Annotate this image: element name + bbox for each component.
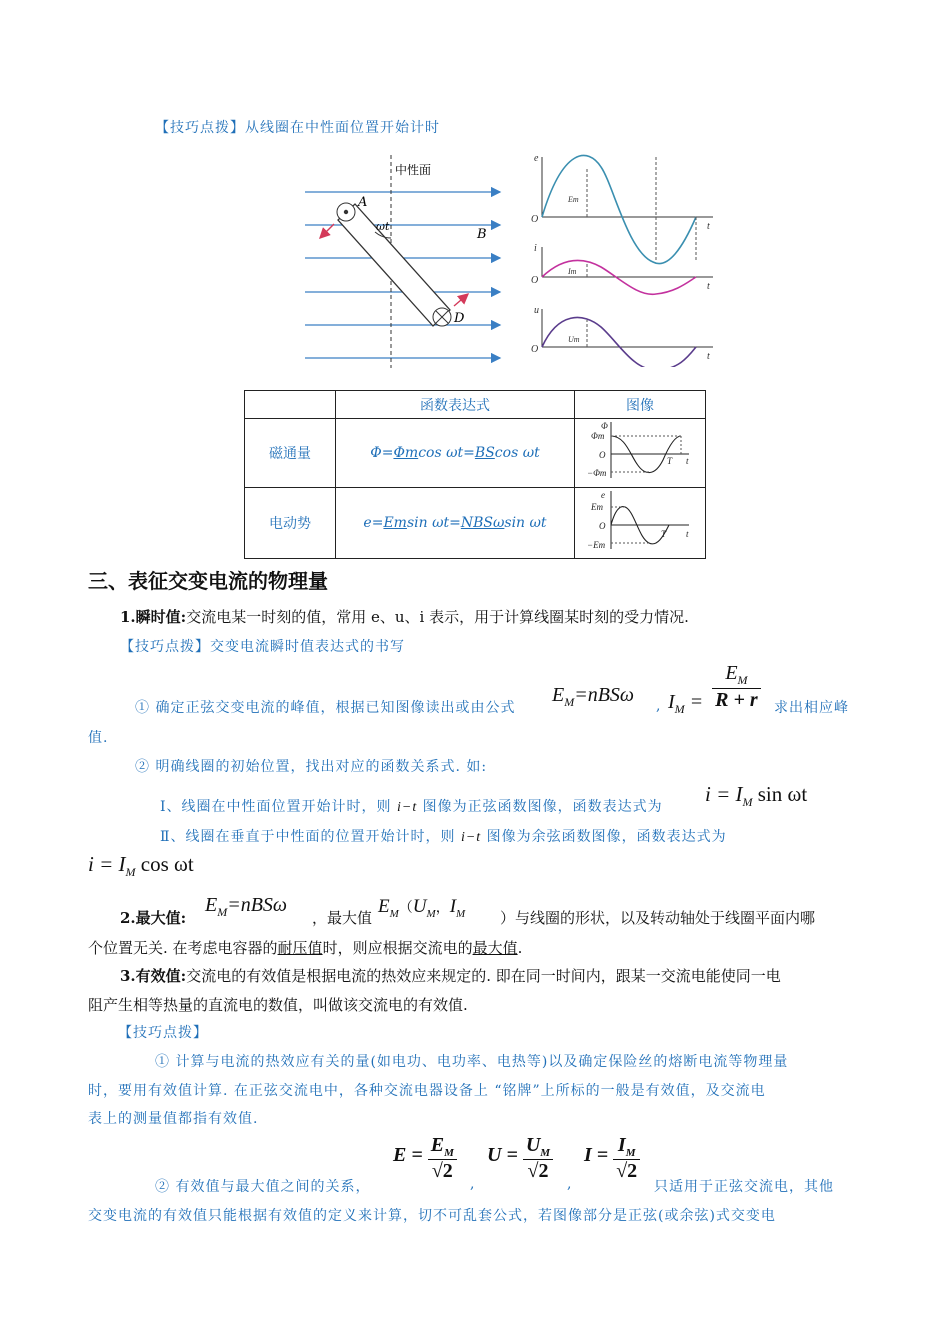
angle-label: ωt (376, 220, 390, 233)
formula-em: $E_M=nBS\omega$ (552, 684, 635, 709)
formula-max: $E_M=nBS\omega$ (205, 894, 288, 919)
svg-text:Im: Im (568, 267, 577, 276)
emf-mini-graph (585, 489, 695, 553)
paragraph-max-label: 2.最大值: (120, 909, 187, 927)
flux-mini-graph (585, 420, 695, 482)
svg-text:e: e (534, 153, 539, 164)
row-graph (575, 488, 706, 559)
paragraph-effective-cont: 阻产生相等热量的直流电的数值，叫做该交流电的有效值. (88, 996, 468, 1014)
row-formula: e=Emsin ωt=NBSωsin ωt (336, 488, 575, 559)
formula-effective-i: I = $\frac{I_M}{√2}$ (584, 1134, 640, 1183)
tip3-title: 【技巧点拨】 (118, 1025, 208, 1041)
table-header-empty (245, 391, 336, 419)
formula-effective-u: U = $\frac{U_M}{√2}$ (487, 1134, 553, 1183)
svg-text:O: O (599, 450, 606, 460)
svg-text:Um: Um (568, 335, 580, 344)
tip3-p1-line2: 时，要用有效值计算. 在正弦交流电中，各种交流电器设备上 “铭牌”上所标的一般是有效值，及交流电 (88, 1083, 766, 1099)
waveform-graphs (528, 152, 718, 367)
neutral-label: 中性面 (395, 163, 432, 177)
svg-text:O: O (599, 521, 606, 531)
formula-im: $I_M$ = $\frac{E_M}{R + r}$ (668, 662, 761, 712)
label-a: A (358, 195, 368, 210)
svg-text:Em: Em (568, 195, 579, 204)
svg-text:O: O (531, 275, 539, 286)
paragraph-effective: 3.有效值:交流电的有效值是根据电流的热效应来规定的. 即在同一时间内，跟某一交流电能使同一电 (120, 967, 781, 985)
svg-text:t: t (686, 529, 689, 539)
formula-table (244, 390, 706, 559)
row-formula: Φ=Φmcos ωt=BScos ωt (336, 419, 575, 488)
tip2-title: 【技巧点拨】交变电流瞬时值表达式的书写 (120, 639, 405, 655)
svg-text:O: O (531, 344, 539, 355)
tip2-case2: Ⅱ、线圈在垂直于中性面的位置开始计时，则 i−t 图像为余弦函数图像，函数表达式为 (160, 829, 727, 845)
label-d: D (454, 311, 465, 326)
tip3-p1-line1: ① 计算与电流的热效应有关的量(如电功、电功率、电热等)以及确定保险丝的熔断电流等物理量 (155, 1054, 789, 1070)
svg-text:O: O (531, 214, 539, 225)
tip3-p2-line1-end: 只适用于正弦交流电，其他 (654, 1179, 834, 1195)
svg-text:t: t (707, 221, 710, 232)
tip2-step1: ① 确定正弦交变电流的峰值，根据已知图像读出或由公式 (135, 700, 516, 716)
tip2-step2: ② 明确线圈的初始位置，找出对应的函数关系式. 如: (135, 759, 488, 775)
svg-text:Φ: Φ (601, 421, 608, 431)
table-row (245, 419, 706, 488)
svg-text:i: i (534, 243, 537, 254)
tip3-p1-line3: 表上的测量值都指有效值. (88, 1111, 259, 1127)
tip3-p2-line1: ② 有效值与最大值之间的关系， (155, 1179, 371, 1195)
paragraph-max-mid: ，最大值 (312, 909, 373, 927)
row-name: 磁通量 (245, 419, 336, 488)
tip2-case1: Ⅰ、线圈在中性面位置开始计时，则 i−t 图像为正弦函数图像，函数表达式为 (160, 799, 663, 815)
formula-sine: $i = I_M$ sin ωt (705, 782, 808, 810)
svg-text:T: T (661, 529, 667, 539)
table-header-formula: 函数表达式 (336, 391, 575, 419)
formula-max-values: $E_M(U_M$，$I_M$ (378, 896, 466, 920)
coil-diagram (300, 150, 510, 370)
svg-text:t: t (686, 456, 689, 466)
tip2-step1-end: 求出相应峰 (774, 700, 849, 716)
paragraph-max-end: ）与线圈的形状，以及转动轴处于线圈平面内哪 (500, 909, 816, 927)
svg-text:t: t (707, 281, 710, 292)
svg-text:Em: Em (591, 502, 603, 512)
coil-bar (338, 204, 450, 326)
section-heading: 三、表征交变电流的物理量 (88, 569, 328, 593)
tip3-p2-line2: 交变电流的有效值只能根据有效值的定义来计算，切不可乱套公式，若图像部分是正弦(或余弦)式交变电 (88, 1208, 776, 1224)
formula-effective-e: E = $\frac{E_M}{√2}$ (393, 1134, 457, 1183)
row-name: 电动势 (245, 488, 336, 559)
table-header-graph: 图像 (575, 391, 706, 419)
label-b: B (477, 227, 487, 242)
formula-cosine: $i = I_M$ cos ωt (88, 852, 194, 880)
svg-text:e: e (601, 490, 605, 500)
svg-text:−Φm: −Φm (587, 468, 607, 478)
svg-text:−Em: −Em (587, 540, 606, 550)
svg-text:t: t (707, 351, 710, 362)
svg-text:u: u (534, 305, 539, 316)
svg-text:T: T (667, 456, 673, 466)
paragraph-instantaneous: 1.瞬时值:交流电某一时刻的值，常用 e、u、i 表示，用于计算线圈某时刻的受力情况. (120, 608, 689, 626)
tip1-title: 【技巧点拨】从线圈在中性面位置开始计时 (155, 120, 440, 136)
table-row (245, 488, 706, 559)
tip2-step1-cont: 值. (88, 730, 109, 746)
paragraph-max-cont: 个位置无关. 在考虑电容器的耐压值时，则应根据交流电的最大值. (88, 939, 523, 957)
svg-text:Φm: Φm (591, 431, 605, 441)
row-graph (575, 419, 706, 488)
